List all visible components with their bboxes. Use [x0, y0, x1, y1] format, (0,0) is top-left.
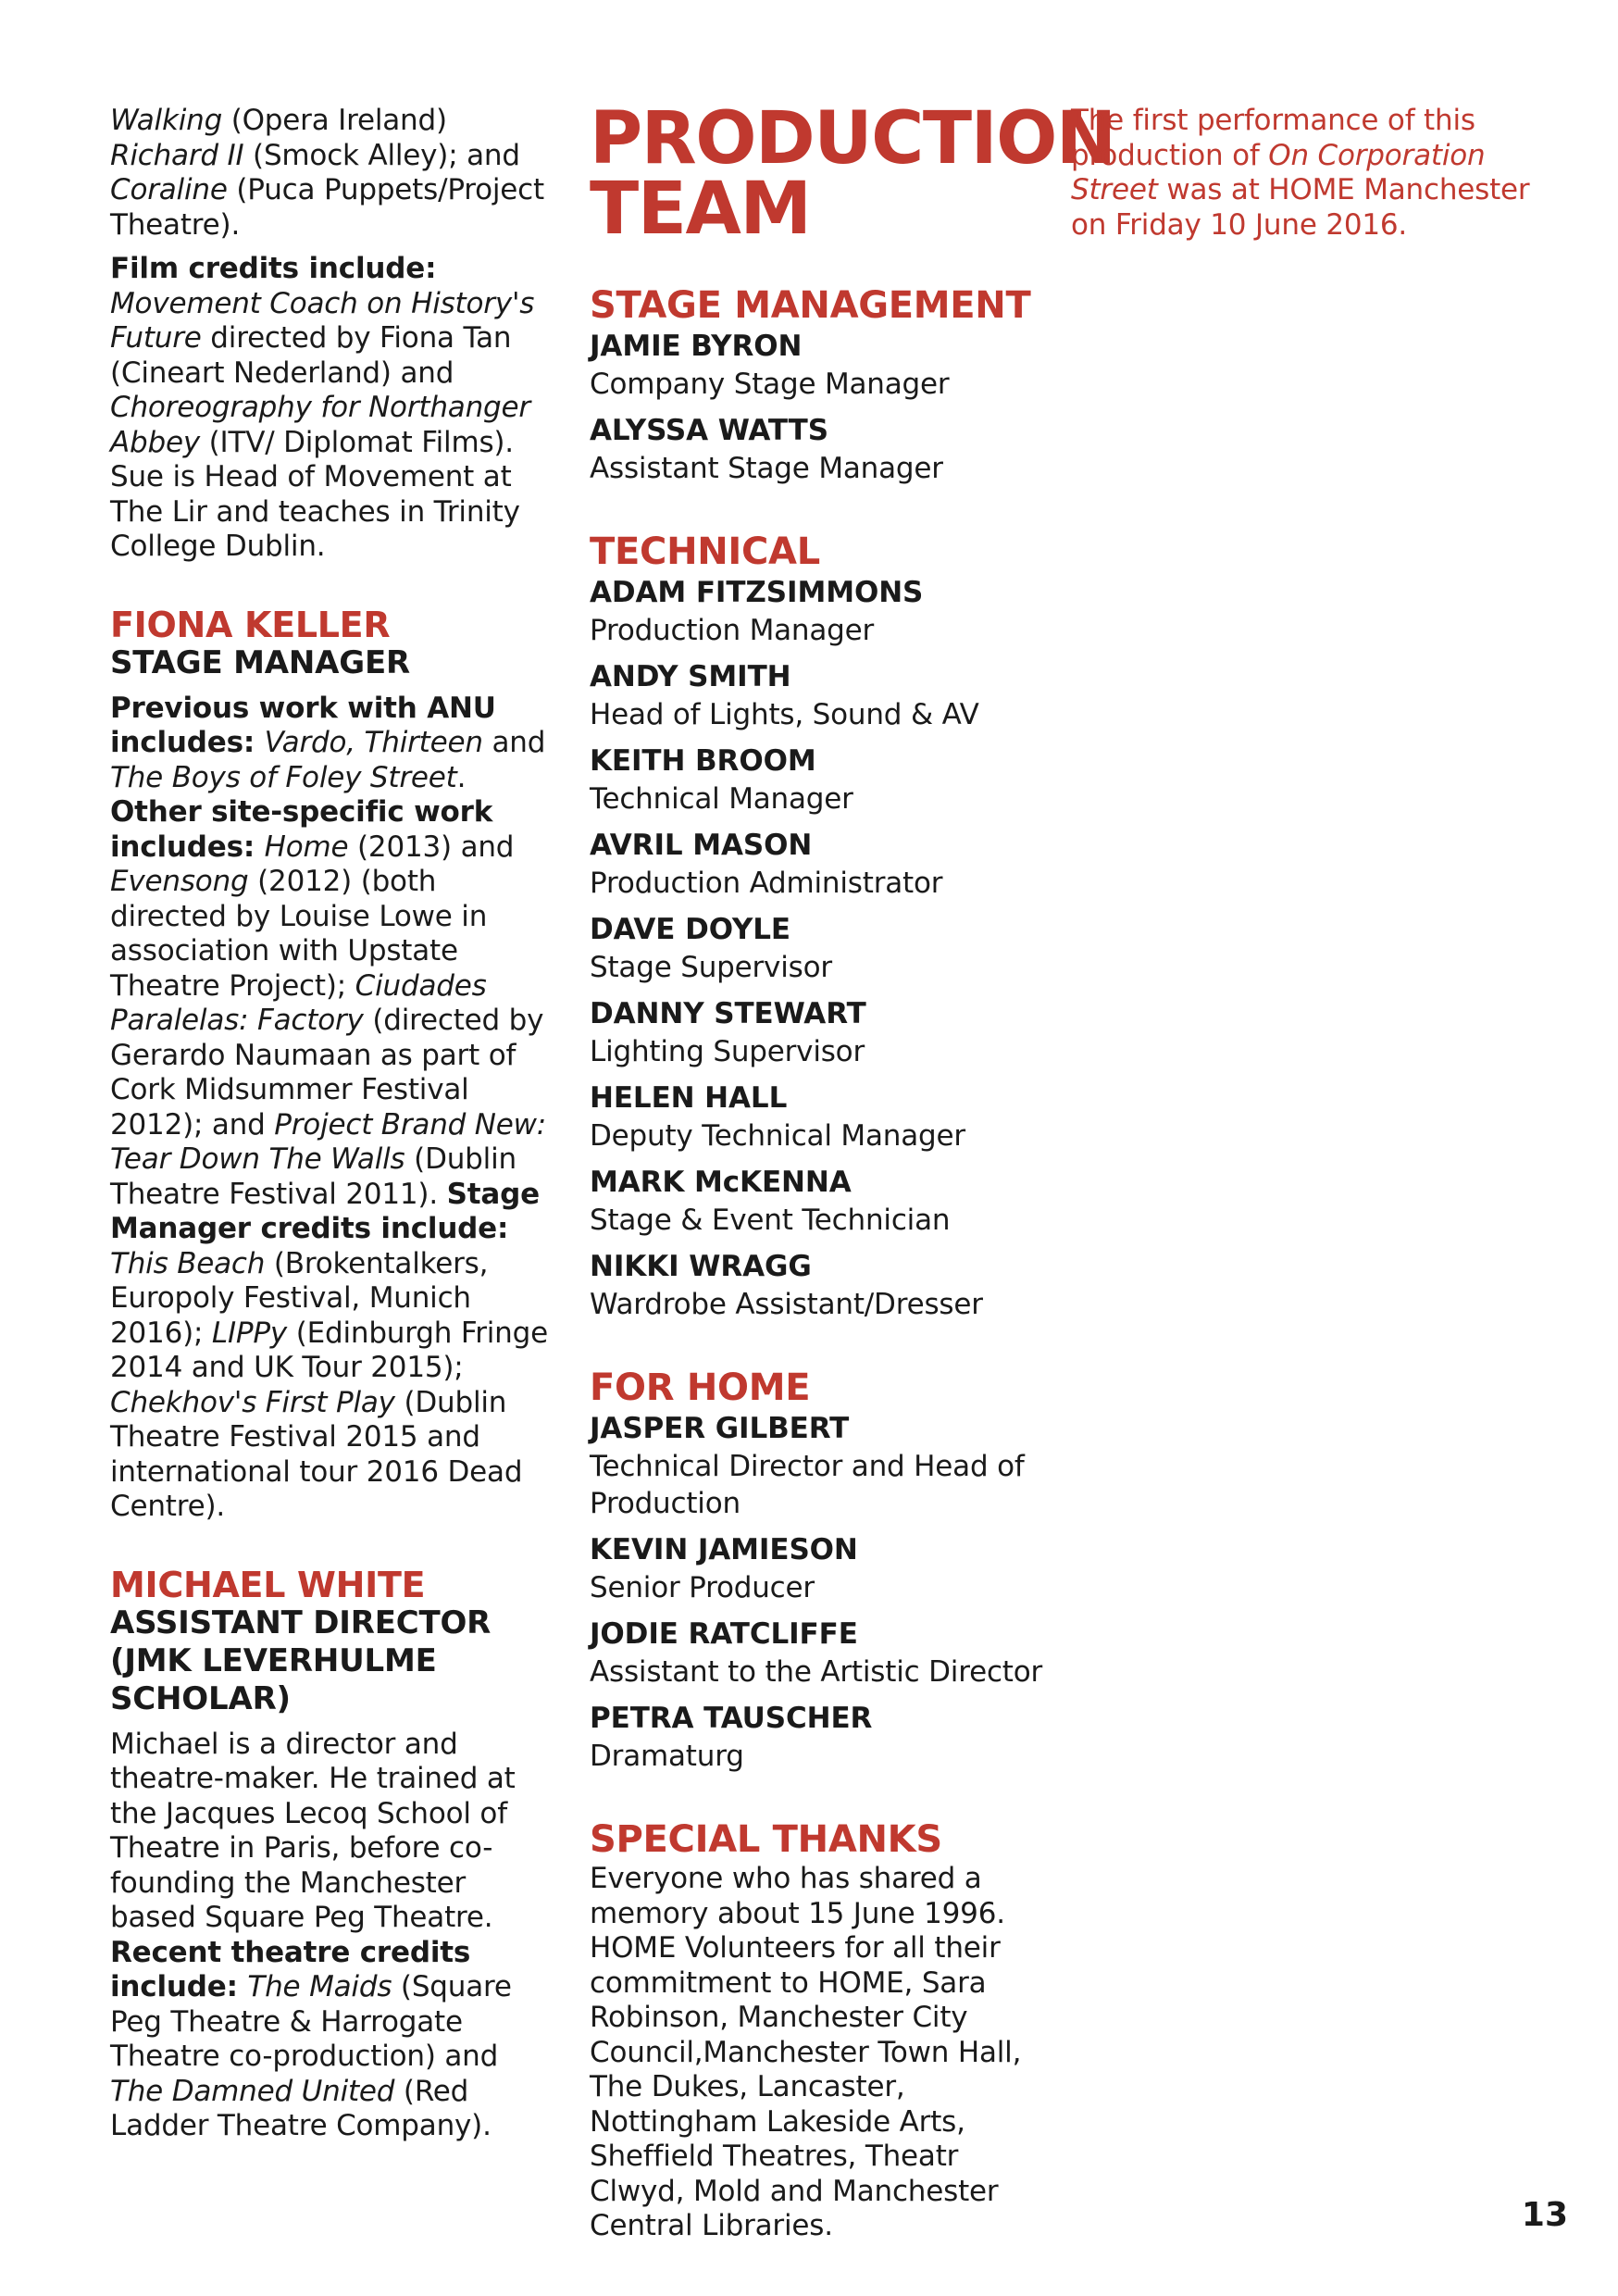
text-run: Michael is a director and theatre-maker. He trained at the Jacques Lecoq School of Theatre in Paris, before co-founding the Manchester based Square Peg Theatre.	[110, 1727, 516, 1934]
section-heading: TECHNICAL	[590, 530, 820, 573]
text-run: (directed by Gerardo Naumaan as part of Cork Midsummer Festival 2012); and	[110, 1004, 544, 1142]
team-member	[590, 328, 1052, 403]
text-run: (Opera Ireland)	[222, 104, 447, 137]
film-credits-paragraph	[110, 252, 559, 565]
member-name: KEITH BROOM	[590, 744, 816, 778]
premiere-note-column	[1071, 104, 1552, 243]
text-run: (Square Peg Theatre & Harrogate Theatre co-production) and	[110, 1970, 512, 2073]
team-member	[590, 1700, 1052, 1775]
person-name: FIONA KELLER	[110, 604, 391, 645]
text-run: (Smock Alley); and	[243, 138, 520, 172]
member-name: MARK McKENNA	[590, 1166, 852, 1199]
team-member	[590, 911, 1052, 986]
text-run: (Red Ladder Theatre Company).	[110, 2074, 492, 2142]
cast-bios-column	[110, 104, 559, 2153]
member-name: KEVIN JAMIESON	[590, 1533, 858, 1566]
team-sections	[590, 285, 1052, 1819]
text-run: (2013) and	[348, 830, 515, 864]
team-member	[590, 995, 1052, 1070]
bio-continuation	[110, 104, 559, 243]
text-run: Vardo, Thirteen	[264, 726, 483, 759]
team-member	[590, 742, 1052, 817]
member-name: HELEN HALL	[590, 1081, 788, 1115]
member-role: Wardrobe Assistant/Dresser	[590, 1288, 983, 1321]
member-name: ANDY SMITH	[590, 660, 791, 693]
member-role: Lighting Supervisor	[590, 1035, 865, 1068]
text-run: On Corporation Street	[1071, 138, 1486, 206]
member-role: Stage Supervisor	[590, 951, 832, 984]
member-name: PETRA TAUSCHER	[590, 1702, 873, 1735]
team-member	[590, 658, 1052, 733]
text-run: The first performance of this production of	[1071, 104, 1475, 172]
text-run: was at HOME Manchester on Friday 10 June 2016.	[1071, 173, 1530, 242]
member-name: JASPER GILBERT	[590, 1412, 850, 1445]
text-run: (Dublin Theatre Festival 2011).	[110, 1142, 517, 1211]
member-role: Production Administrator	[590, 867, 943, 900]
text-run: Stage Manager credits include:	[110, 1177, 540, 1245]
member-role: Company Stage Manager	[590, 368, 950, 401]
text-run: (ITV/ Diplomat Films). Sue is Head of Movement at The Lir and teaches in Trinity College Dublin.	[110, 425, 520, 563]
text-run: This Beach	[110, 1246, 266, 1280]
text-run: Previous work with ANU includes:	[110, 691, 496, 759]
text-run: Other site-specific work includes:	[110, 795, 493, 864]
member-role: Stage & Event Technician	[590, 1204, 951, 1237]
text-run: Recent theatre credits include:	[110, 1935, 471, 2003]
member-name: JAMIE BYRON	[590, 330, 803, 363]
team-member	[590, 1531, 1052, 1606]
text-run: Coraline	[110, 173, 228, 206]
text-run: directed by Fiona Tan (Cineart Nederland) and	[110, 321, 512, 390]
text-run: Walking	[110, 104, 223, 137]
text-run: The Damned United	[110, 2074, 395, 2108]
text-run: (Edinburgh Fringe 2014 and UK Tour 2015);	[110, 1316, 548, 1384]
text-run: Project Brand New: Tear Down The Walls	[110, 1107, 547, 1176]
text-run: Movement Coach on History's Future	[110, 286, 535, 355]
member-role: Dramaturg	[590, 1740, 744, 1773]
section-heading: SPECIAL THANKS	[590, 1818, 942, 1861]
team-member	[590, 1079, 1052, 1154]
person-bio	[110, 692, 559, 1525]
member-role: Head of Lights, Sound & AV	[590, 698, 979, 731]
text-run: Ciudades Paralelas: Factory	[110, 968, 487, 1037]
section-heading: STAGE MANAGEMENT	[590, 284, 1031, 327]
person-bio	[110, 1728, 559, 2144]
member-role: Deputy Technical Manager	[590, 1119, 965, 1153]
team-member	[590, 1410, 1052, 1522]
member-name: ADAM FITZSIMMONS	[590, 576, 924, 609]
team-member	[590, 412, 1052, 487]
text-run: The Boys of Foley Street	[110, 760, 457, 794]
person-role: ASSISTANT DIRECTOR (JMK LEVERHULME SCHOLAR)	[110, 1603, 492, 1717]
member-name: AVRIL MASON	[590, 829, 813, 862]
member-role: Technical Manager	[590, 782, 853, 816]
production-team-column	[590, 97, 1115, 2244]
team-member	[590, 574, 1052, 649]
team-member	[590, 827, 1052, 902]
member-role: Assistant to the Artistic Director	[590, 1655, 1043, 1689]
text-run: Film credits include:	[110, 252, 437, 285]
team-member	[590, 1616, 1052, 1691]
team-member	[590, 1164, 1052, 1239]
member-role: Assistant Stage Manager	[590, 452, 943, 485]
text-run: Chekhov's First Play	[110, 1385, 395, 1419]
member-role: Technical Director and Head of Production	[590, 1450, 1025, 1520]
title-line: TEAM	[590, 168, 811, 251]
title-line: PRODUCTION	[590, 97, 1115, 181]
page-title	[590, 97, 1115, 251]
text-run: (2012) (both directed by Louise Lowe in association with Upstate Theatre Project);	[110, 865, 488, 1003]
text-run: Home	[264, 830, 349, 864]
section-heading: FOR HOME	[590, 1366, 811, 1409]
member-name: ALYSSA WATTS	[590, 414, 828, 447]
member-name: DAVE DOYLE	[590, 913, 790, 946]
person-role: STAGE MANAGER	[110, 643, 410, 681]
text-run: .	[456, 760, 467, 794]
text-run: (Dublin Theatre Festival 2015 and international tour 2016 Dead Centre).	[110, 1385, 523, 1523]
member-role: Production Manager	[590, 614, 875, 647]
text-run: Choreography for Northanger Abbey	[110, 391, 530, 459]
thanks-text: Everyone who has shared a memory about 15 June 1996. HOME Volunteers for all their commitment to HOME, Sara Robinson, Manchester City Council,Manchester Town Hall, The Dukes, Lancaster, Nottingham Lakeside Arts, Sheffield Theatres, Theatr Clwyd, Mold and Manchester Central Libraries.	[590, 1862, 1022, 2242]
text-run: Richard II	[110, 138, 244, 172]
text-run: (Brokentalkers, Europoly Festival, Munich 2016);	[110, 1246, 489, 1350]
member-role: Senior Producer	[590, 1571, 815, 1604]
page-number: 13	[1521, 2196, 1568, 2234]
text-run: (Puca Puppets/Project Theatre).	[110, 173, 544, 242]
text-run: The Maids	[247, 1970, 392, 2003]
member-name: DANNY STEWART	[590, 997, 866, 1030]
text-run: Evensong	[110, 865, 249, 898]
text-run: LIPPy	[211, 1316, 288, 1350]
person-name: MICHAEL WHITE	[110, 1564, 426, 1605]
text-run: and	[482, 726, 546, 759]
member-name: JODIE RATCLIFFE	[590, 1617, 858, 1651]
premiere-note	[1071, 104, 1552, 243]
team-member	[590, 1248, 1052, 1323]
member-name: NIKKI WRAGG	[590, 1250, 812, 1283]
